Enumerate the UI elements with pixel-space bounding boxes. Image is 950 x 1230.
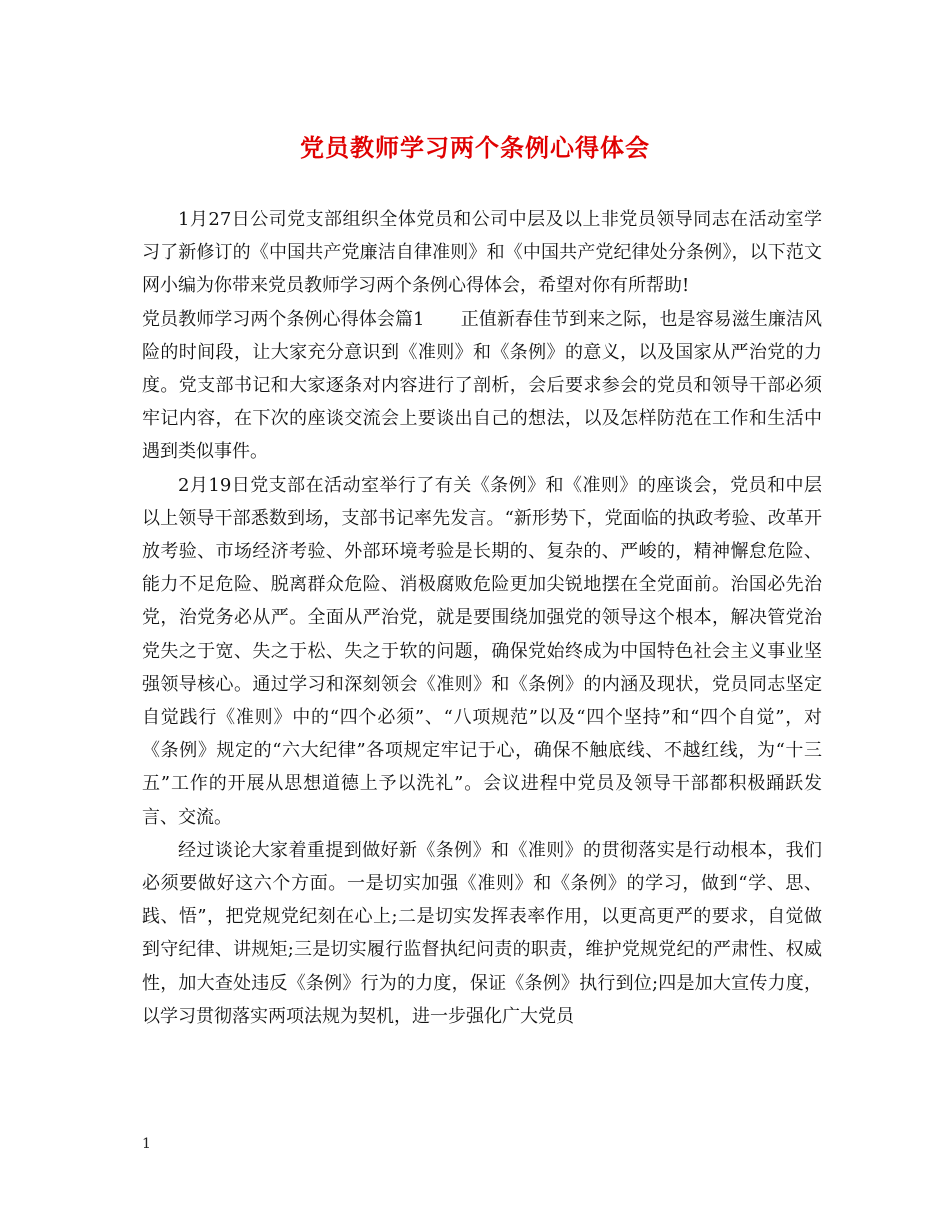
document-body xyxy=(142,203,822,1033)
paragraph-section-1: 党员教师学习两个条例心得体会篇1 正值新春佳节到来之际，也是容易滋生廉洁风险的时间段，让大家充分意识到《准则》和《条例》的意义，以及国家从严治党的力度。党支部书记和大家逐条对内容进行了剖析，会后要求参会的党员和领导干部必须牢记内容，在下次的座谈交流会上要谈出自己的想法，以及怎样防范在工作和生活中遇到类似事件。 xyxy=(142,308,822,463)
paragraph-intro: 1月27日公司党支部组织全体党员和公司中层及以上非党员领导同志在活动室学习了新修订的《中国共产党廉洁自律准则》和《中国共产党纪律处分条例》，以下范文网小编为你带来党员教师学习两个条例心得体会，希望对你有所帮助! xyxy=(142,209,822,297)
page-number: 1 xyxy=(142,1136,151,1152)
paragraph-meeting: 2月19日党支部在活动室举行了有关《条例》和《准则》的座谈会，党员和中层以上领导干部悉数到场，支部书记率先发言。“新形势下，党面临的执政考验、改革开放考验、市场经济考验、外部环境考验是长期的、复杂的、严峻的，精神懈怠危险、能力不足危险、脱离群众危险、消极腐败危险更加尖锐地摆在全党面前。治国必先治党，治党务必从严。全面从严治党，就是要围绕加强党的领导这个根本，解决管党治党失之于宽、失之于松、失之于软的问题，确保党始终成为中国特色社会主义事业坚强领导核心。通过学习和深刻领会《准则》和《条例》的内涵及现状，党员同志坚定自觉践行《准则》中的“四个必须”、“八项规范”以及“四个坚持”和“四个自觉”，对《条例》规定的“六大纪律”各项规定牢记于心，确保不触底线、不越红线，为“十三五”工作的开展从思想道德上予以洗礼”。会议进程中党员及领导干部都积极踊跃发言、交流。 xyxy=(142,474,822,828)
document-title: 党员教师学习两个条例心得体会 xyxy=(300,133,650,162)
paragraph-six-aspects: 经过谈论大家着重提到做好新《条例》和《准则》的贯彻落实是行动根本，我们必须要做好这六个方面。一是切实加强《准则》和《条例》的学习，做到“学、思、践、悟”，把党规党纪刻在心上;二是切实发挥表率作用，以更高更严的要求，自觉做到守纪律、讲规矩;三是切实履行监督执纪问责的职责，维护党规党纪的严肃性、权威性，加大查处违反《条例》行为的力度，保证《条例》执行到位;四是加大宣传力度，以学习贯彻落实两项法规为契机，进一步强化广大党员 xyxy=(142,839,822,1027)
